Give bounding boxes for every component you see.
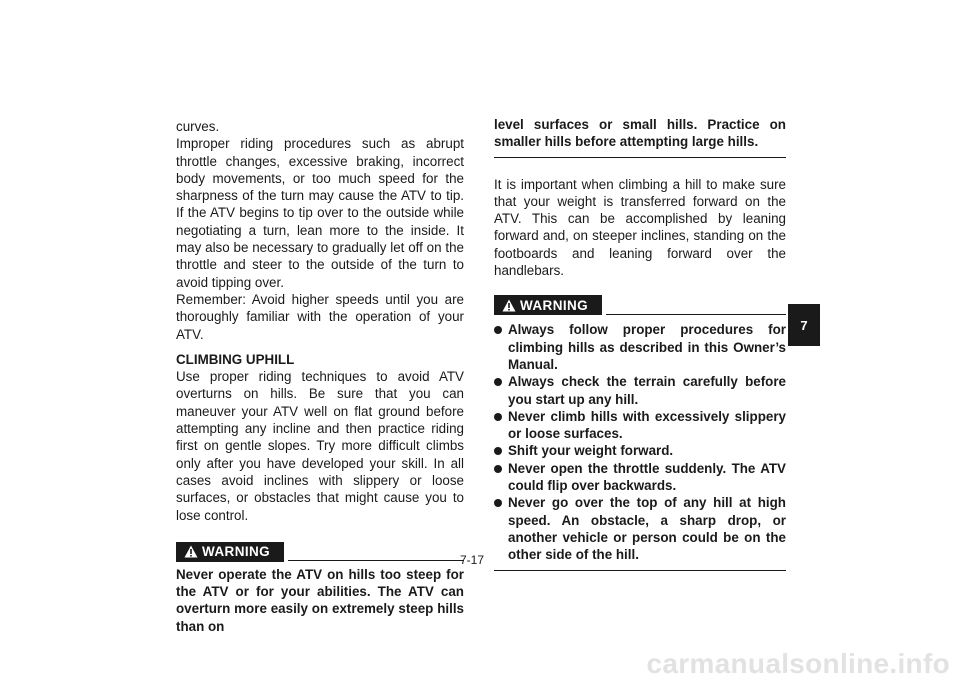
list-item: Shift your weight forward. <box>494 442 786 459</box>
warning-list <box>494 321 786 563</box>
page-number: 7-17 <box>460 553 485 567</box>
left-column <box>176 118 464 635</box>
warning-rule <box>606 314 786 315</box>
warning-header-right <box>494 295 786 315</box>
list-item: Never open the throttle suddenly. The ATV could flip over backwards. <box>494 460 786 495</box>
list-item: Never climb hills with excessively slippery or loose surfaces. <box>494 408 786 443</box>
warning-label: WARNING <box>202 544 271 560</box>
warning-text-left: Never operate the ATV on hills too steep for the ATV or for your abilities. The ATV can overturn more easily on extremely steep hills than on <box>176 566 464 634</box>
bullet-icon <box>494 413 502 421</box>
intro-fragment: curves. <box>176 119 220 134</box>
right-column <box>494 116 786 571</box>
paragraph-improper-riding: Improper riding procedures such as abrupt throttle changes, excessive braking, incorrect body movements, or too much speed for the sharpness of the turn may cause the ATV to tip. If the ATV begins to tip over to the outside while negotiating a turn, lean more to the inside. It may also be necessary to gradually let off on the throttle and steer to the outside of the turn to avoid tipping over. <box>176 136 464 290</box>
warning-text-continued: level surfaces or small hills. Practice on smaller hills before attempting large hills. <box>494 117 786 150</box>
warning-triangle-icon <box>184 545 198 558</box>
bullet-icon <box>494 447 502 455</box>
warning-rule <box>288 560 464 561</box>
section-heading: CLIMBING UPHILL <box>176 351 295 367</box>
paragraph-weight-forward: It is important when climbing a hill to make sure that your weight is transferred forward on the ATV. This can be accomplished by leaning forward and, on steeper inclines, standing on the footboards and leaning forward over the handlebars. <box>494 176 786 279</box>
warning-header-left <box>176 542 464 562</box>
warning-label: WARNING <box>520 297 589 313</box>
paragraph-climbing-uphill: Use proper riding techniques to avoid ATV overturns on hills. Be sure that you can maneuver your ATV well on flat ground before attempting any incline and then practice riding first on gentle slopes. Try more difficult climbs only after you have developed your skill. In all cases avoid inclines with slippery or loose surfaces, or obstacles that might cause you to lose control. <box>176 369 464 523</box>
watermark: carmanualsonline.info <box>646 648 950 679</box>
warning-end-rule <box>494 570 786 571</box>
warning-badge <box>176 542 284 562</box>
bullet-icon <box>494 326 502 334</box>
warning-triangle-icon <box>502 299 516 312</box>
list-item: Always check the terrain carefully before you start up any hill. <box>494 373 786 408</box>
paragraph-remember: Remember: Avoid higher speeds until you are thoroughly familiar with the operation of your ATV. <box>176 291 464 342</box>
bullet-icon <box>494 499 502 507</box>
list-item: Never go over the top of any hill at high speed. An obstacle, a sharp drop, or another vehicle or person could be on the other side of the hill. <box>494 494 786 563</box>
warning-badge <box>494 295 602 315</box>
list-item: Always follow proper procedures for climbing hills as described in this Owner’s Manual. <box>494 321 786 373</box>
bullet-icon <box>494 378 502 386</box>
chapter-tab: 7 <box>788 304 820 346</box>
warning-end-rule <box>494 157 786 158</box>
bullet-icon <box>494 465 502 473</box>
